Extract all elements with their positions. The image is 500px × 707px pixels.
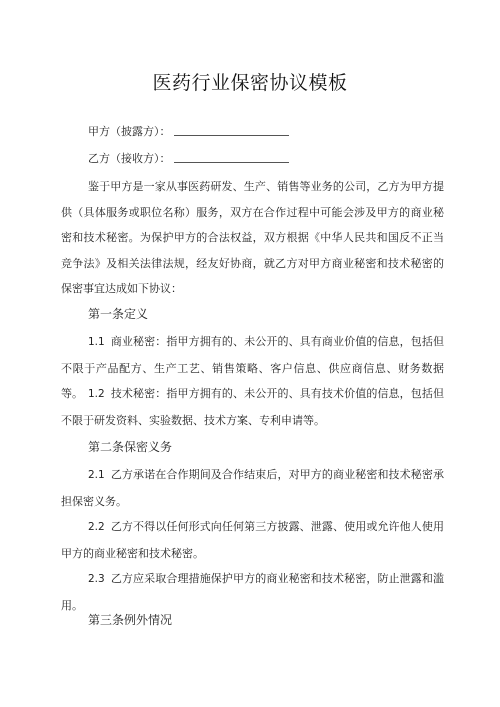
clause-text: 乙方不得以任何形式向任何第三方披露、泄露、使用或允许他人使用甲方的商业秘密和技术秘密。 [61,520,444,560]
clause-text: 乙方应采取合理措施保护甲方的商业秘密和技术秘密，防止泄露和滥用。 [61,572,444,612]
party-a-line [88,124,289,139]
clause-1-2 [61,381,444,433]
clause-text: 乙方承诺在合作期间及合作结束后，对甲方的商业秘密和技术秘密承担保密义务。 [61,468,444,508]
article-2-heading: 第二条保密义务 [88,440,173,454]
clause-number: 1.2 [88,388,105,400]
party-b-line [88,151,289,166]
clause-text: 技术秘密：指甲方拥有的、未公开的、具有技术价值的信息，包括但不限于研发资料、实验数据、技术方案、专利申请等。 [61,387,444,427]
party-a-label: 甲方（披露方）： [88,125,171,138]
clause-number: 2.3 [88,573,105,585]
clause-number: 2.2 [88,521,105,533]
clause-number: 1.1 [88,336,105,348]
article-3-heading: 第三条例外情况 [88,613,173,627]
party-b-blank [174,151,289,163]
clause-2-3 [61,566,444,618]
clause-text: 商业秘密：指甲方拥有的、未公开的、具有商业价值的信息，包括但不限于产品配方、生产工艺、销售策略、客户信息、供应商信息、财务数据等。 [61,335,444,400]
clause-number: 2.1 [88,469,105,481]
party-a-blank [174,124,289,136]
document-title: 医药行业保密协议模板 [152,72,348,94]
article-1-heading: 第一条定义 [88,307,149,321]
clause-2-2 [61,514,444,566]
party-b-label: 乙方（接收方）： [88,152,171,165]
clause-2-1 [61,462,444,514]
intro-paragraph: 鉴于甲方是一家从事医药研发、生产、销售等业务的公司，乙方为甲方提供（具体服务或职位名称）服务，双方在合作过程中可能会涉及甲方的商业秘密和技术秘密。为保护甲方的合法权益，双方根据《中华人民共和国反不正当竞争法》及相关法律法规，经友好协商，就乙方对甲方商业秘密和技术秘密的保密事宜达成如下协议： [61,180,444,295]
